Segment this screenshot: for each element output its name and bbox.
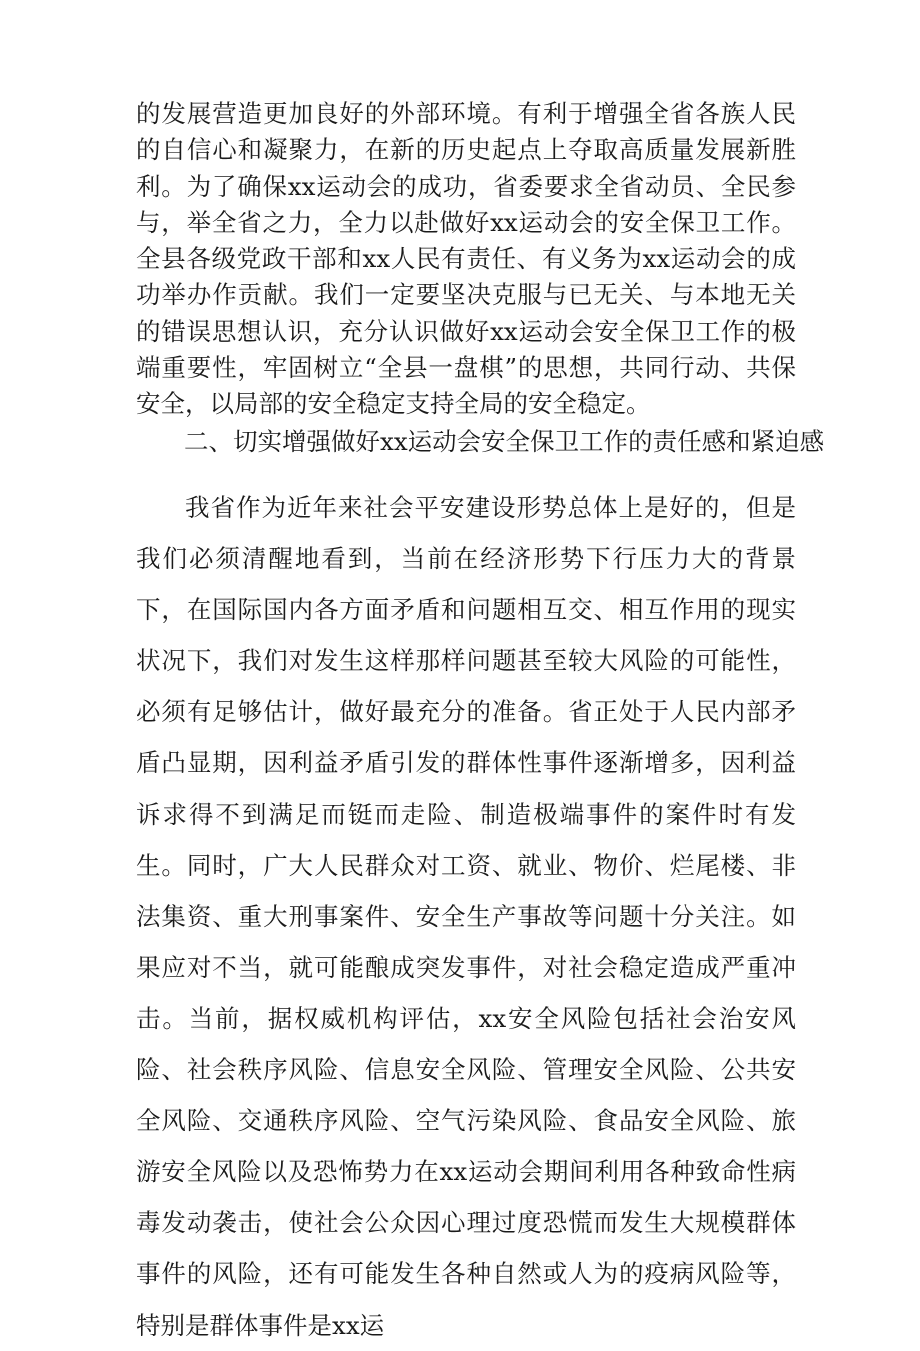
body-paragraph-risks: 我省作为近年来社会平安建设形势总体上是好的，但是我们必须清醒地看到，当前在经济形势下行压力大的背景下，在国际国内各方面矛盾和问题相互交、相互作用的现实状况下，我们对发生这样那样问题甚至较大风险的可能性，必须有足够估计，做好最充分的准备。省正处于人民内部矛盾凸显期，因利益矛盾引发的群体性事件逐渐增多，因利益诉求得不到满足而铤而走险、制造极端事件的案件时有发生。同时，广大人民群众对工资、就业、物价、烂尾楼、非法集资、重大刑事案件、安全生产事故等问题十分关注。如果应对不当，就可能酿成突发事件，对社会稳定造成严重冲击。当前，据权威机构评估，xx安全风险包括社会治安风险、社会秩序风险、信息安全风险、管理安全风险、公共安全风险、交通秩序风险、空气污染风险、食品安全风险、旅游安全风险以及恐怖势力在xx运动会期间利用各种致命性病毒发动袭击，使社会公众因心理过度恐慌而发生大规模群体事件的风险，还有可能发生各种自然或人为的疫病风险等，特别是群体事件是xx运 [136,493,796,1340]
body-paragraph-continued: 的发展营造更加良好的外部环境。有利于增强全省各族人民的自信心和凝聚力，在新的历史起点上夺取高质量发展新胜利。为了确保xx运动会的成功，省委要求全省动员、全民参与，举全省之力，全力以赴做好xx运动会的安全保卫工作。全县各级党政干部和xx人民有责任、有义务为xx运动会的成功举办作贡献。我们一定要坚决克服与已无关、与本地无关的错误思想认识，充分认识做好xx运动会安全保卫工作的极端重要性，牢固树立“全县一盘棋”的思想，共同行动、共保安全，以局部的安全稳定支持全局的安全稳定。 [136,99,796,419]
section-heading: 二、切实增强做好xx运动会安全保卫工作的责任感和紧迫感 [184,427,825,456]
